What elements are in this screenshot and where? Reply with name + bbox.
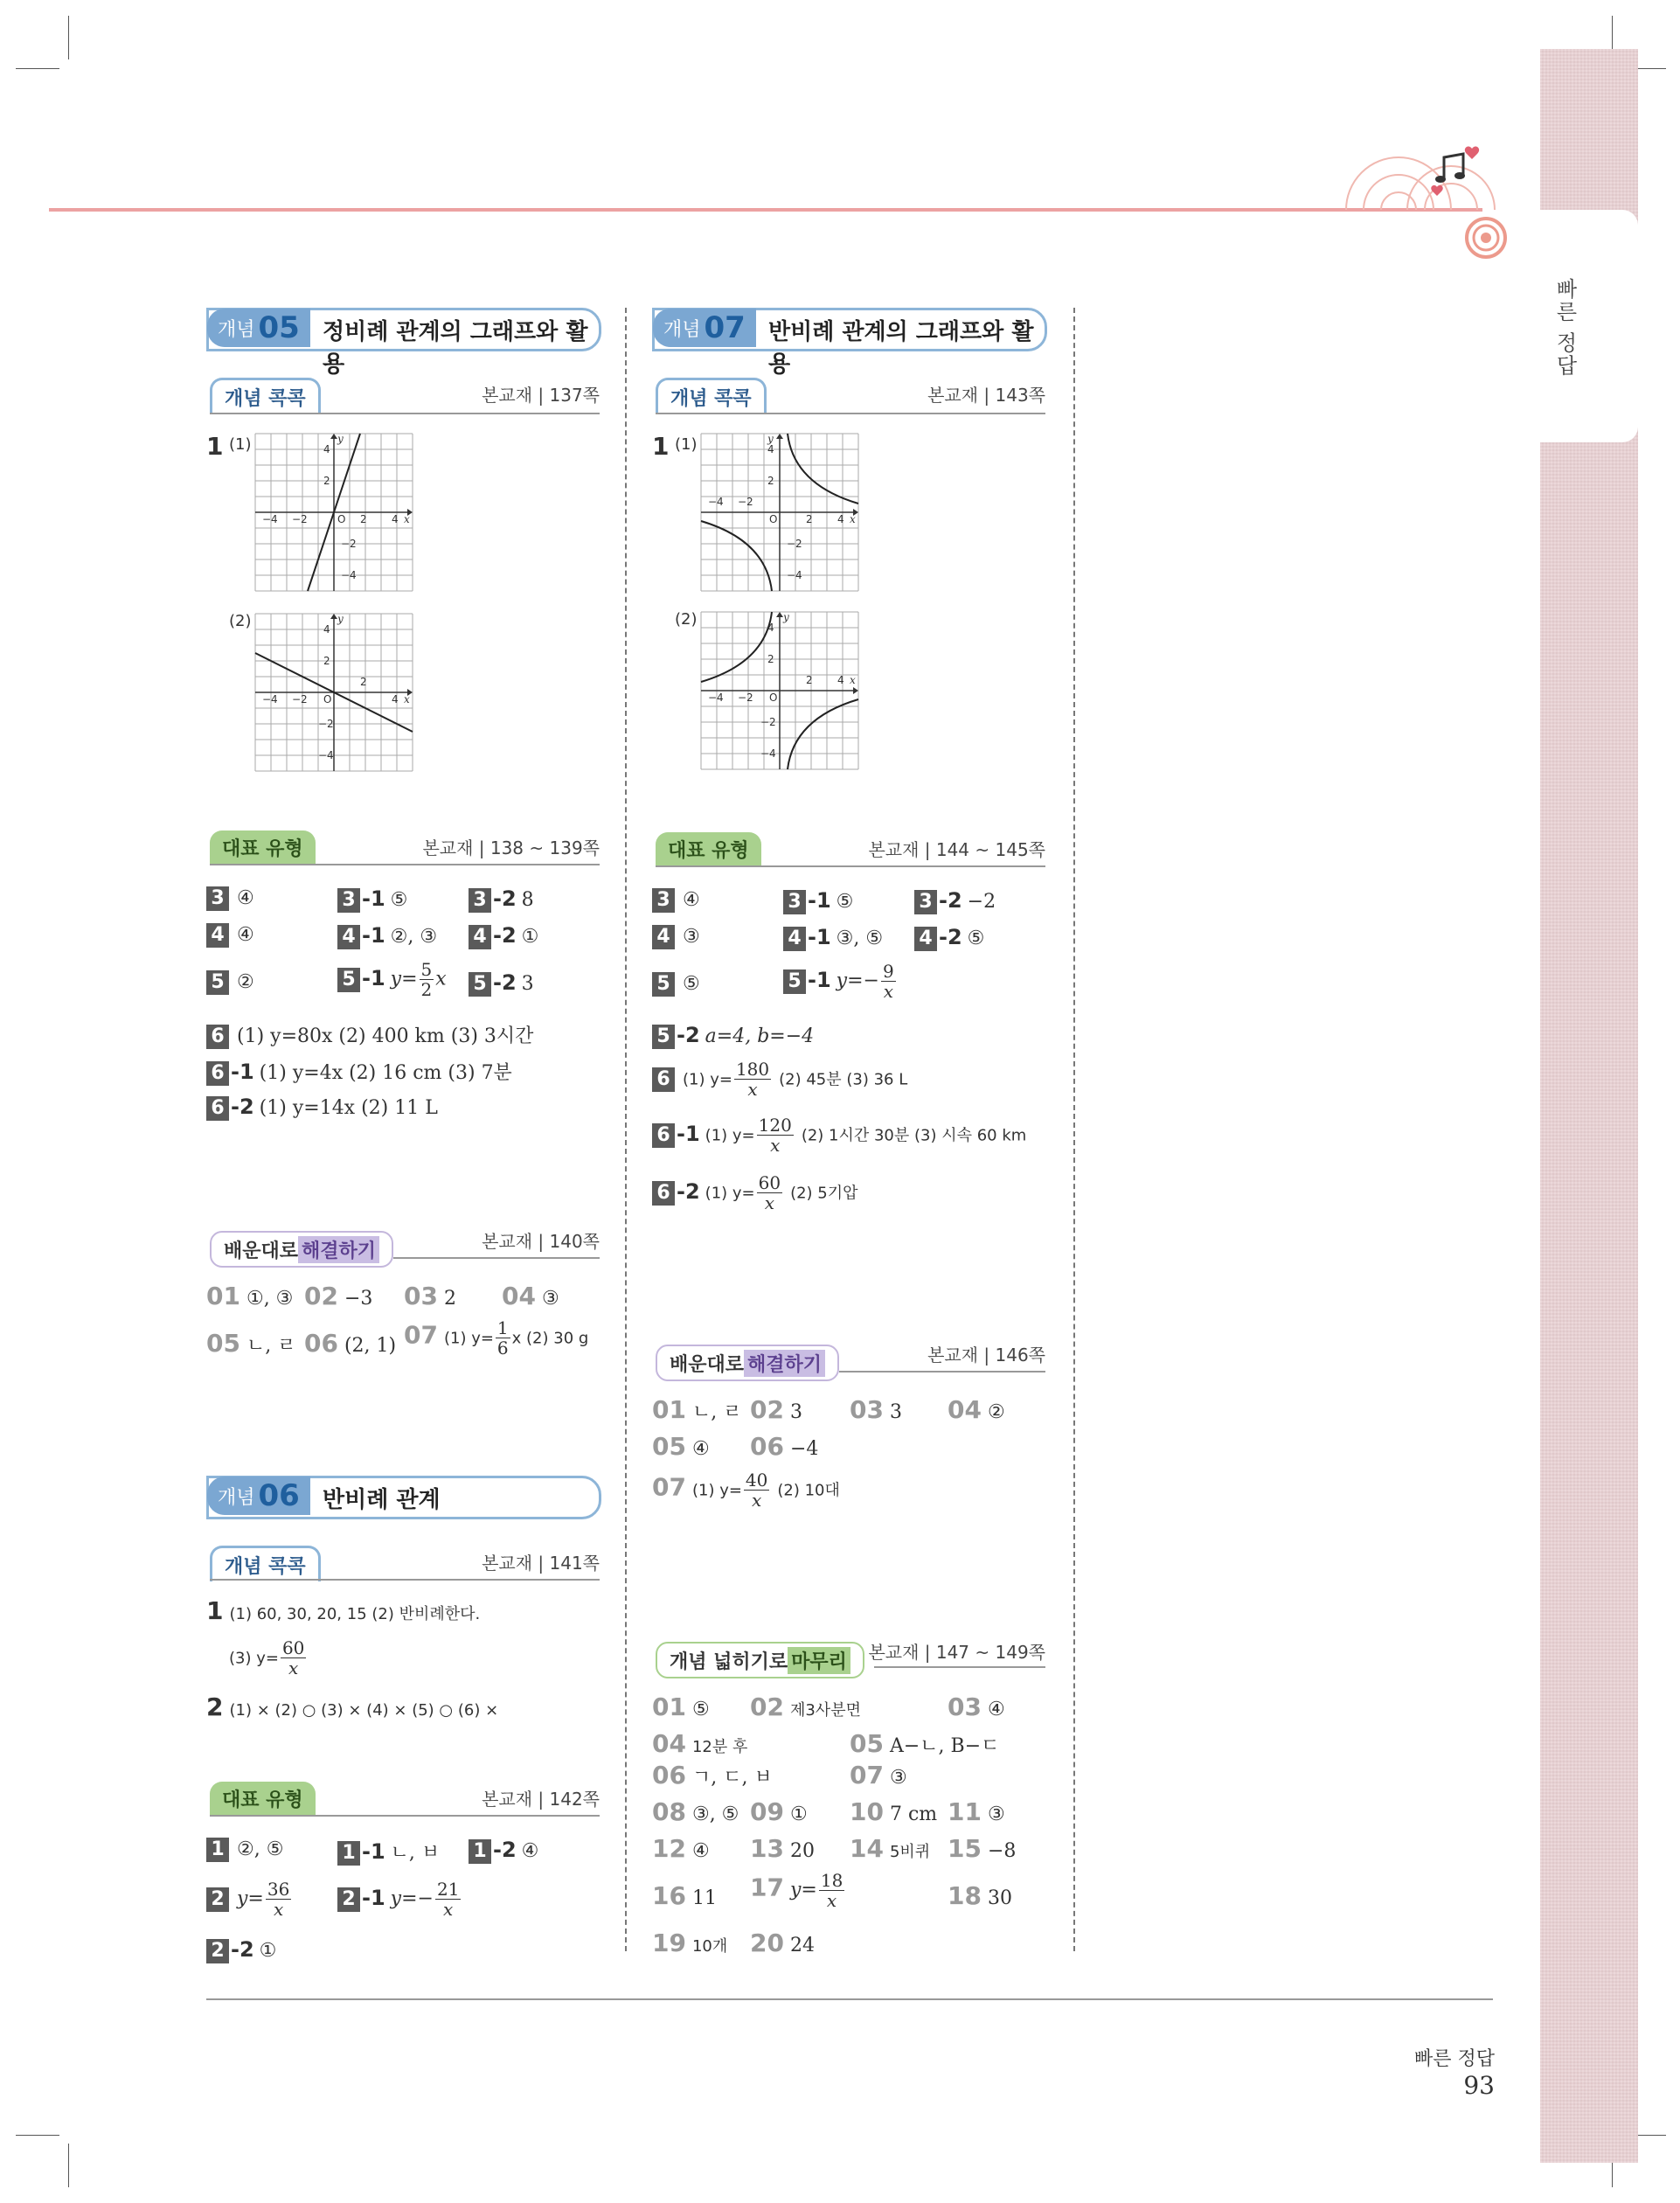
side-tab-label: 빠른 정답: [1552, 278, 1577, 378]
answer-item: 05 ㄴ, ㄹ: [206, 1329, 296, 1358]
section-title: 반비례 관계: [323, 1487, 441, 1513]
svg-text:−2: −2: [738, 496, 753, 508]
page-reference: 본교재 | 142쪽: [482, 1789, 600, 1810]
answer-line: (3) y= $\frac{60}{x}$: [229, 1637, 305, 1678]
subheader-rule: [874, 1666, 1045, 1668]
answer-row: 5 ②: [206, 970, 254, 995]
graph-inverse-proportion-1: [699, 432, 860, 593]
answer-row: 2 y= $\frac{36}{x}$: [206, 1880, 293, 1919]
svg-text:−2: −2: [738, 691, 753, 704]
section-header-06: [206, 1476, 601, 1519]
svg-text:O: O: [769, 691, 778, 704]
answer-item: 02 3: [750, 1395, 802, 1424]
part-label: (1): [675, 435, 698, 454]
subheader-rule: [210, 864, 600, 865]
svg-text:−4: −4: [708, 496, 724, 508]
answer-item: 04 ③: [502, 1282, 559, 1310]
answer-row: 6 -1 (1) y= $\frac{120}{x}$ (2) 1시간 30분 (3) 시속 60 km: [652, 1115, 1026, 1155]
answer-row: 2 -2 ①: [206, 1937, 276, 1963]
subheader-tab: 배운대로 해결하기: [210, 1231, 393, 1268]
section-pill: [207, 309, 310, 347]
subheader-tab: 개념 콕콕: [210, 1546, 321, 1581]
svg-text:4: 4: [392, 513, 399, 525]
subheader-tab: 대표 유형: [656, 832, 761, 865]
answer-item: 07 (1) y= $\frac{1}{6}$ x (2) 30 g: [404, 1317, 589, 1359]
footer-label: 빠른 정답: [1413, 2048, 1495, 2070]
answer-item: 01 ①, ③: [206, 1282, 294, 1310]
page-reference: 본교재 | 144 ~ 145쪽: [868, 839, 1045, 860]
answer-row: 2 -1 y=− $\frac{21}{x}$: [337, 1880, 462, 1919]
answer-item: 20 24: [750, 1928, 815, 1957]
svg-text:4: 4: [392, 693, 399, 705]
answer-item: 07 ③: [850, 1761, 907, 1790]
subheader-tab: 배운대로 해결하기: [656, 1345, 839, 1381]
answer-item: 14 5비퀴: [850, 1834, 931, 1863]
music-note-icon: [1430, 143, 1482, 196]
svg-text:x: x: [850, 513, 856, 525]
svg-text:4: 4: [767, 443, 774, 455]
answer-row: 3 -1 ⑤: [783, 888, 853, 914]
answer-item: 12 ④: [652, 1834, 710, 1863]
crop-mark: [16, 2135, 59, 2136]
answer-row: 3 -2 8: [469, 886, 534, 913]
answer-row: 3 ④: [206, 886, 254, 911]
answer-row: 6 (1) y=80x (2) 400 km (3) 3시간: [206, 1021, 533, 1049]
section-title: 정비례 관계의 그래프와 활용: [323, 319, 588, 378]
subheader-rule: [656, 413, 1045, 414]
answer-line: 1 (1) 60, 30, 20, 15 (2) 반비례한다.: [206, 1596, 481, 1625]
answer-item: 05 A−ㄴ, B−ㄷ: [850, 1729, 1000, 1758]
svg-text:4: 4: [837, 674, 844, 686]
answer-row: 1 ②, ⑤: [206, 1838, 283, 1862]
svg-text:2: 2: [323, 475, 330, 487]
subheader-rule: [210, 1815, 600, 1817]
answer-item: 19 10개: [652, 1928, 728, 1957]
svg-text:2: 2: [767, 475, 774, 487]
svg-text:y: y: [337, 613, 344, 625]
section-title: 반비례 관계의 그래프와 활용: [768, 319, 1034, 378]
answer-item: 01 ㄴ, ㄹ: [652, 1395, 742, 1424]
page-reference: 본교재 | 138 ~ 139쪽: [422, 837, 600, 858]
svg-text:−2: −2: [787, 538, 802, 550]
svg-text:4: 4: [837, 513, 844, 525]
answer-item: 02 −3: [304, 1282, 373, 1310]
footer-rule: [206, 1998, 1493, 2000]
svg-text:−4: −4: [262, 693, 278, 705]
svg-text:2: 2: [806, 513, 813, 525]
section-pill: 개념 06: [207, 1477, 310, 1515]
answer-row: 4 ④: [206, 923, 254, 948]
page-reference: 본교재 | 143쪽: [927, 385, 1045, 406]
answer-row: 6 -2 (1) y=14x (2) 11 L: [206, 1095, 438, 1121]
crop-mark: [68, 16, 69, 59]
question-number: 1: [206, 432, 224, 461]
subheader-label: 대표 유형: [222, 837, 303, 860]
svg-text:−4: −4: [262, 513, 278, 525]
answer-row: 6 -2 (1) y= $\frac{60}{x}$ (2) 5기압: [652, 1173, 858, 1213]
y-axis-label: y: [337, 433, 344, 445]
answer-item: 08 ③, ⑤: [652, 1797, 739, 1826]
section-number: 05: [258, 310, 300, 345]
svg-text:−4: −4: [318, 749, 334, 761]
column-separator: [1073, 308, 1075, 1951]
answer-item: 03 ④: [948, 1692, 1005, 1721]
subheader-rule: [210, 413, 600, 414]
answer-row: 5 -2 3: [469, 970, 534, 997]
svg-text:−2: −2: [341, 538, 357, 550]
answer-item: 06 ㄱ, ㄷ, ㅂ: [652, 1761, 773, 1790]
answer-row: 6 -1 (1) y=4x (2) 16 cm (3) 7분: [206, 1058, 512, 1086]
svg-text:y: y: [767, 433, 774, 445]
subheader-rule: [393, 1257, 600, 1259]
answer-row: 5 -1 y=− $\frac{9}{x}$: [783, 962, 898, 1001]
svg-text:O: O: [337, 513, 346, 525]
answer-item: 13 20: [750, 1834, 815, 1863]
svg-text:−2: −2: [292, 513, 308, 525]
page-reference: 본교재 | 140쪽: [482, 1231, 600, 1252]
answer-item: 17 y= $\frac{18}{x}$: [750, 1870, 843, 1911]
page-reference: 본교재 | 137쪽: [482, 385, 600, 406]
svg-text:−2: −2: [760, 716, 776, 728]
part-label: (1): [229, 435, 252, 454]
part-label: (2): [675, 610, 698, 629]
svg-text:−4: −4: [760, 747, 776, 760]
answer-item: 05 ④: [652, 1432, 710, 1461]
subheader-rule: [656, 865, 1045, 867]
answer-row: 4 -1 ③, ⑤: [783, 925, 883, 951]
svg-text:2: 2: [806, 674, 813, 686]
answer-item: 16 11: [652, 1881, 717, 1910]
subheader-tab: 대표 유형: [210, 1782, 316, 1815]
answer-item: 18 30: [948, 1881, 1012, 1910]
answer-item: 06 (2, 1): [304, 1329, 397, 1358]
svg-text:−4: −4: [341, 569, 357, 581]
answer-item: 03 3: [850, 1395, 902, 1424]
question-number: 1: [652, 432, 670, 461]
subheader-tab: 개념 넓히기로 마무리: [656, 1642, 864, 1678]
subheader-tab: [210, 378, 321, 413]
subheader-rule: [839, 1371, 1045, 1373]
svg-text:2: 2: [767, 653, 774, 665]
crop-mark: [68, 2144, 69, 2187]
svg-text:x: x: [404, 693, 410, 705]
graph-inverse-proportion-2: [699, 610, 860, 771]
svg-text:4: 4: [323, 443, 330, 455]
subheader-rule: [210, 1579, 600, 1581]
svg-text:4: 4: [323, 623, 330, 636]
answer-item: 06 −4: [750, 1432, 819, 1461]
part-label: (2): [229, 612, 252, 630]
svg-text:x: x: [850, 674, 856, 686]
answer-item: 01 ⑤: [652, 1692, 710, 1721]
answer-row: 5 ⑤: [652, 972, 700, 997]
answer-item: 07 (1) y= $\frac{40}{x}$ (2) 10대: [652, 1470, 840, 1511]
answer-row: 5 -1 y= $\frac{5}{2}$ x: [337, 960, 447, 999]
answer-item: 09 ①: [750, 1797, 808, 1826]
x-axis-label: x: [404, 513, 410, 525]
answer-line: 2 (1) × (2) ○ (3) × (4) × (5) ○ (6) ×: [206, 1692, 499, 1721]
page-number: 93: [1463, 2071, 1495, 2100]
page-reference: 본교재 | 146쪽: [927, 1345, 1045, 1366]
answer-row: 4 -2 ⑤: [914, 925, 984, 951]
answer-item: 04 12분 후: [652, 1729, 748, 1758]
svg-text:y: y: [783, 611, 789, 623]
answer-item: 10 7 cm: [850, 1797, 938, 1826]
svg-text:O: O: [769, 513, 778, 525]
svg-text:2: 2: [360, 676, 367, 688]
svg-text:−2: −2: [292, 693, 308, 705]
answer-row: 4 -2 ①: [469, 923, 538, 949]
svg-text:2: 2: [323, 655, 330, 667]
page-reference: 본교재 | 147 ~ 149쪽: [868, 1642, 1045, 1663]
section-header-05: [206, 308, 601, 378]
graph-direct-proportion-2: [253, 612, 414, 773]
answer-item: 11 ③: [948, 1797, 1005, 1826]
svg-text:−4: −4: [787, 569, 802, 581]
header-rule: [49, 208, 1482, 212]
answer-item: 02 제3사분면: [750, 1692, 861, 1721]
answer-row: 3 -2 −2: [914, 888, 996, 914]
answer-row: 1 -2 ④: [469, 1838, 538, 1864]
answer-row: 4 ③: [652, 925, 700, 949]
answer-row: 4 -1 ②, ③: [337, 923, 437, 949]
page-reference: 본교재 | 141쪽: [482, 1553, 600, 1574]
answer-item: 03 2: [404, 1282, 456, 1310]
svg-text:−2: −2: [318, 718, 334, 730]
svg-text:−4: −4: [708, 691, 724, 704]
swirl-decoration-icon: [1329, 140, 1521, 262]
page-footer: [1381, 2044, 1495, 2100]
svg-text:O: O: [323, 693, 332, 705]
answer-row: 6 (1) y= $\frac{180}{x}$ (2) 45분 (3) 36 L: [652, 1060, 907, 1099]
svg-text:4: 4: [767, 622, 774, 634]
answer-item: 15 −8: [948, 1834, 1017, 1863]
section-label: 개념: [218, 318, 255, 341]
graph-direct-proportion-1: [253, 432, 414, 593]
svg-text:2: 2: [360, 513, 367, 525]
subheader-tab: 개념 콕콕: [656, 378, 767, 413]
crop-mark: [16, 68, 59, 69]
answer-item: 04 ②: [948, 1395, 1005, 1424]
section-header-07: [652, 308, 1047, 378]
subheader-label: 개념 콕콕: [225, 387, 306, 410]
section-pill: 개념 07: [653, 309, 756, 347]
answer-row: 1 -1 ㄴ, ㅂ: [337, 1838, 440, 1866]
answer-row: 3 -1 ⑤: [337, 886, 407, 913]
answer-row: 5 -2 a=4, b=−4: [652, 1023, 814, 1049]
column-separator: [625, 308, 627, 1951]
subheader-tab: [210, 830, 316, 864]
answer-row: 3 ④: [652, 888, 700, 913]
